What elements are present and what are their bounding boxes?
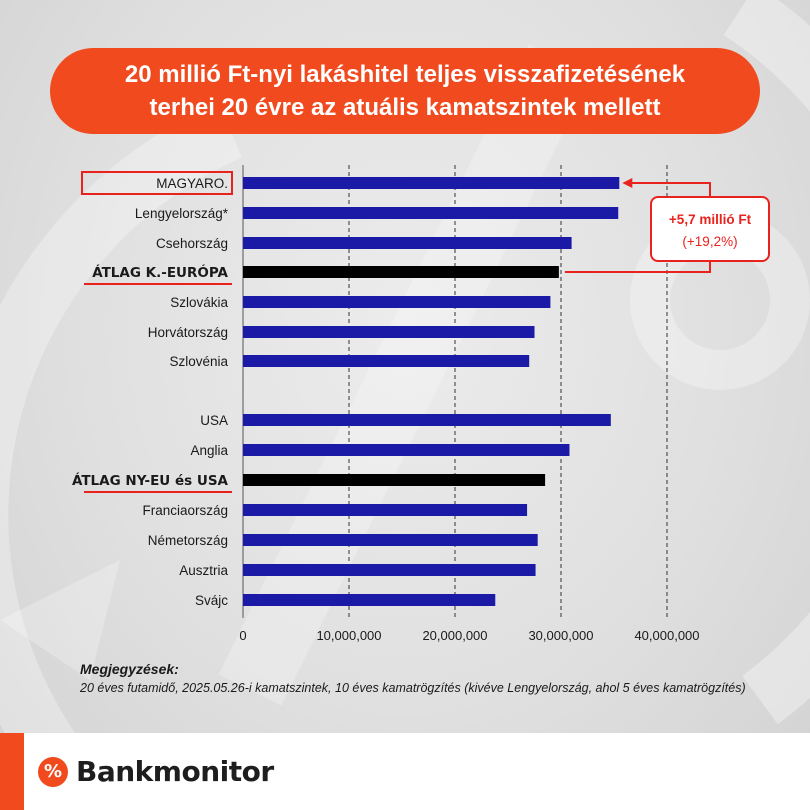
- bar: [243, 237, 572, 249]
- percent-icon: %: [38, 757, 68, 787]
- category-label: Szlovénia: [169, 354, 228, 369]
- x-tick-label: 30,000,000: [528, 628, 594, 643]
- category-label: Svájc: [194, 593, 228, 608]
- category-label: USA: [200, 413, 228, 428]
- bar: [243, 444, 569, 456]
- x-tick-labels: [239, 628, 699, 643]
- footer-accent-stripe: [0, 733, 24, 810]
- category-label: Szlovákia: [170, 295, 228, 310]
- annotation-box: [651, 197, 769, 261]
- category-label: Anglia: [190, 443, 228, 458]
- grid-lines: [243, 165, 667, 618]
- bars: [243, 177, 619, 606]
- brand-name: Bankmonitor: [76, 755, 274, 788]
- brand-logo: [38, 755, 274, 788]
- x-tick-label: 10,000,000: [316, 628, 382, 643]
- bar: [243, 534, 538, 546]
- x-tick-label: 40,000,000: [634, 628, 700, 643]
- bar: [243, 177, 619, 189]
- category-label: Lengyelország*: [134, 206, 228, 221]
- x-tick-label: 20,000,000: [422, 628, 488, 643]
- notes: [80, 661, 746, 695]
- bar: [243, 504, 527, 516]
- category-label: Ausztria: [179, 563, 228, 578]
- bar: [243, 266, 559, 278]
- category-label: ÁTLAG NY-EU és USA: [71, 473, 228, 489]
- bar: [243, 594, 495, 606]
- bar: [243, 296, 550, 308]
- bar: [243, 564, 536, 576]
- bar: [243, 355, 529, 367]
- annotation-line-1: +5,7 millió Ft: [668, 212, 752, 227]
- bar: [243, 326, 535, 338]
- category-label: Csehország: [155, 236, 228, 251]
- category-label: MAGYARO.: [156, 176, 228, 191]
- bar: [243, 414, 611, 426]
- category-labels: [72, 172, 232, 608]
- bar: [243, 474, 545, 486]
- footer: [0, 733, 810, 810]
- category-label: Németország: [147, 533, 228, 548]
- title-line-2: terhei 20 évre az atuális kamatszintek mellett: [149, 94, 661, 121]
- difference-annotation: [565, 178, 769, 272]
- annotation-line-2: (+19,2%): [682, 234, 738, 249]
- x-tick-label: 0: [239, 628, 247, 643]
- bar: [243, 207, 618, 219]
- notes-text: 20 éves futamidő, 2025.05.26-i kamatszintek, 10 éves kamatrögzítés (kivéve Lengyelország, ahol 5 éves kamatrögzítés): [80, 681, 746, 695]
- category-label: Horvátország: [147, 325, 228, 340]
- title-line-1: 20 millió Ft-nyi lakáshitel teljes visszafizetésének: [124, 61, 686, 88]
- category-label: Franciaország: [142, 503, 228, 518]
- category-label: ÁTLAG K.-EURÓPA: [92, 265, 228, 281]
- annotation-arrowhead: [622, 178, 632, 188]
- notes-heading: Megjegyzések:: [80, 661, 179, 677]
